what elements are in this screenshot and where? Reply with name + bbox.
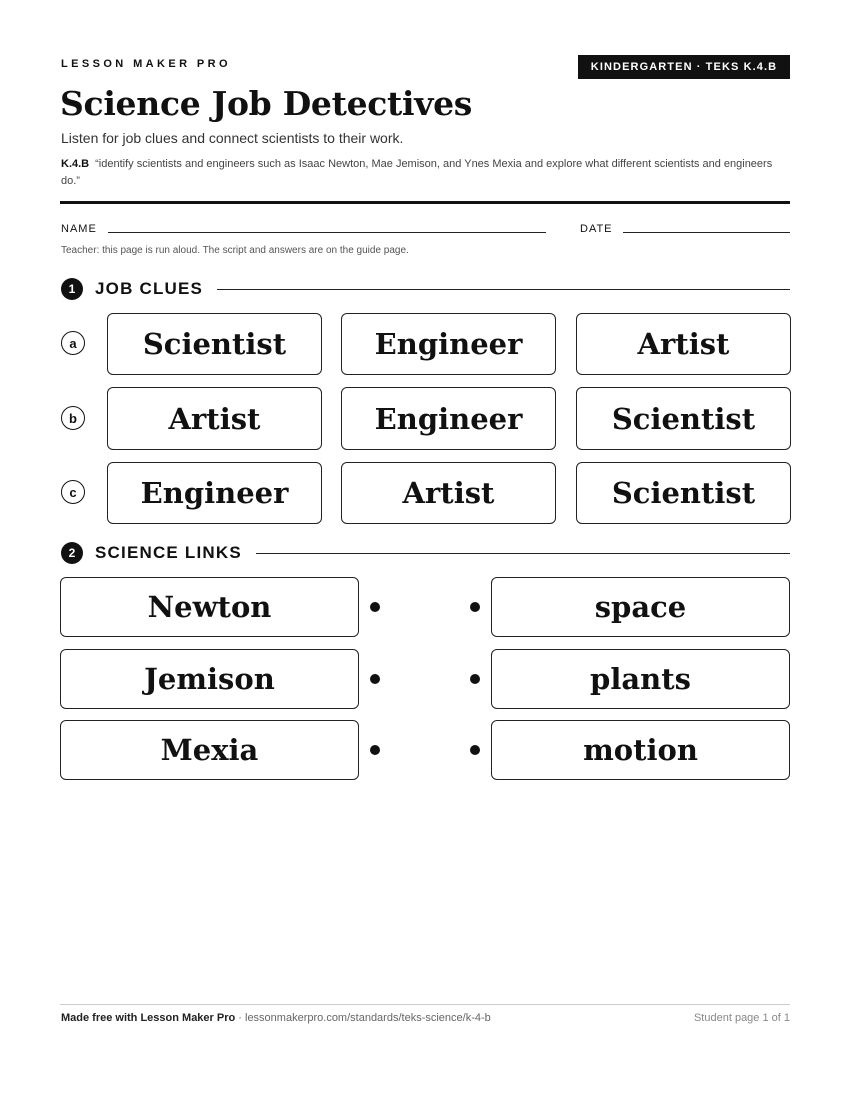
scientist-card[interactable]: Newton [60,577,359,637]
job-option-card[interactable]: Artist [341,462,556,524]
footer-divider [60,1004,790,1005]
scientist-card[interactable]: Jemison [60,649,359,709]
topic-card[interactable]: plants [491,649,790,709]
job-option-card[interactable]: Engineer [341,313,556,375]
footer-made-by: Made free with Lesson Maker Pro [61,1012,236,1024]
match-dot-right[interactable] [470,674,480,684]
standard-code: K.4.B [61,158,90,170]
header-divider [60,201,790,204]
match-dot-left[interactable] [370,674,380,684]
section-number-badge: 1 [61,278,83,300]
match-dot-left[interactable] [370,745,380,755]
standard-description [61,156,791,190]
job-option-card[interactable]: Artist [107,387,322,450]
match-dot-right[interactable] [470,602,480,612]
name-label: NAME [61,223,97,235]
page-title: Science Job Detectives [60,84,473,123]
scientist-card[interactable]: Mexia [60,720,359,780]
date-field[interactable] [623,232,790,233]
date-label: DATE [580,223,613,235]
job-option-card[interactable]: Artist [576,313,791,375]
topic-card[interactable]: space [491,577,790,637]
standard-text: “identify scientists and engineers such as Isaac Newton, Mae Jemison, and Ynes Mexia and explore what different scientists and engineers do.” [61,158,773,187]
match-dot-left[interactable] [370,602,380,612]
section-number-badge: 2 [61,542,83,564]
row-letter-a: a [61,331,85,355]
section-science-links-header [61,541,790,565]
brand-name: LESSON MAKER PRO [61,58,231,70]
footer-url[interactable]: lessonmakerpro.com/standards/teks-science/k-4-b [245,1012,491,1024]
footer-separator: · [235,1012,245,1024]
row-letter-b: b [61,406,85,430]
teacher-note: Teacher: this page is run aloud. The script and answers are on the guide page. [61,245,409,256]
job-option-card[interactable]: Scientist [576,462,791,524]
section-title: SCIENCE LINKS [95,543,242,562]
section-rule [256,553,790,554]
name-field[interactable] [108,232,546,233]
section-title: JOB CLUES [95,279,204,298]
topic-card[interactable]: motion [491,720,790,780]
page-number: Student page 1 of 1 [693,1012,790,1024]
section-job-clues-header [61,277,790,301]
section-rule [217,289,790,290]
job-option-card[interactable]: Engineer [107,462,322,524]
footer-credit [61,1012,491,1024]
job-option-card[interactable]: Scientist [576,387,791,450]
match-dot-right[interactable] [470,745,480,755]
grade-badge: KINDERGARTEN · TEKS K.4.B [578,55,790,79]
page-subtitle: Listen for job clues and connect scientists to their work. [61,130,404,146]
job-option-card[interactable]: Scientist [107,313,322,375]
row-letter-c: c [61,480,85,504]
job-option-card[interactable]: Engineer [341,387,556,450]
